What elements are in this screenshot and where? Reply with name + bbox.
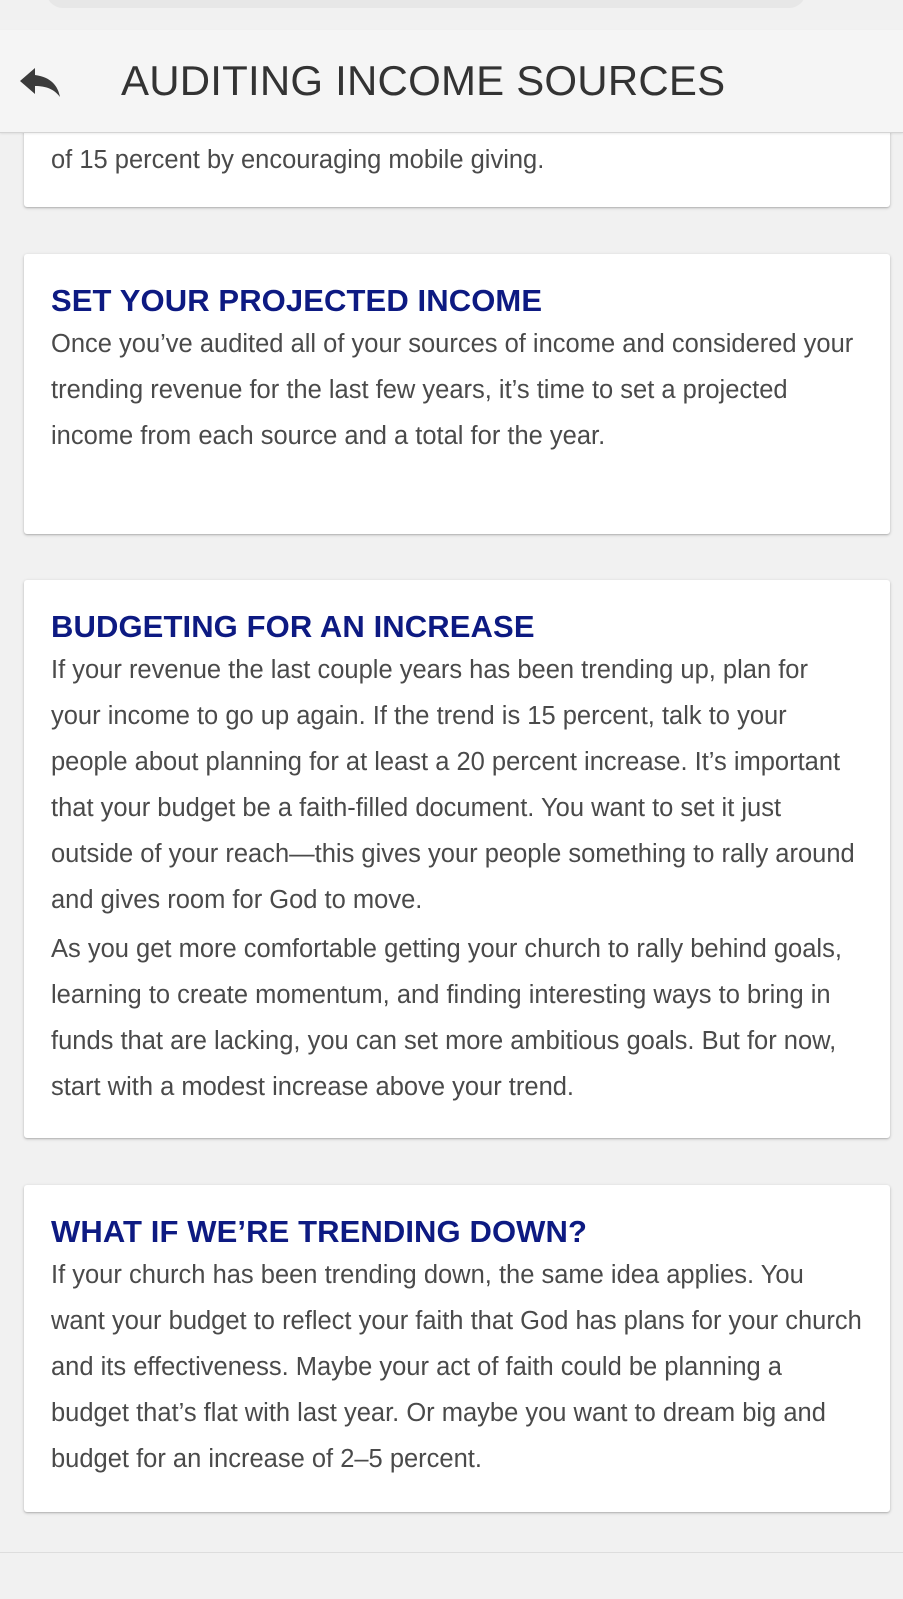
section-paragraph: of 15 percent by encouraging mobile giving. (51, 146, 545, 174)
section-paragraph: If your church has been trending down, the same idea applies. You want your budget to reflect your faith that God has plans for your church and its effectiveness. Maybe your act of faith could be planning a budget that’s flat with last year. Or maybe you want to dream big and budget for an increase of 2–5 percent. (51, 1261, 862, 1473)
section-title: WHAT IF WE’RE TRENDING DOWN? (51, 1214, 588, 1249)
divider (0, 1552, 903, 1553)
app-header (0, 30, 903, 133)
section-card (24, 1185, 890, 1512)
reply-arrow-icon (17, 62, 63, 102)
section-paragraph: If your revenue the last couple years has been trending up, plan for your income to go up again. If the trend is 15 percent, talk to your people about planning for at least a 20 percent increase. It’s important that your budget be a faith-filled document. You want to set it just outside of your reach—this gives your people something to rally around and gives room for God to move. (51, 656, 855, 914)
section-paragraph: Once you’ve audited all of your sources of income and considered your trending revenue for the last few years, it’s time to set a projected income from each source and a total for the year. (51, 330, 854, 450)
page-title: AUDITING INCOME SOURCES (121, 57, 726, 104)
back-button[interactable] (12, 54, 68, 110)
section-card (24, 580, 890, 1138)
section-card (24, 254, 890, 534)
status-pill (46, 0, 806, 8)
section-title: SET YOUR PROJECTED INCOME (51, 283, 543, 318)
section-paragraph: As you get more comfortable getting your church to rally behind goals, learning to create momentum, and finding interesting ways to bring in funds that are lacking, you can set more ambitious goals. But for now, start with a modest increase above your trend. (51, 935, 842, 1101)
section-title: BUDGETING FOR AN INCREASE (51, 609, 535, 644)
